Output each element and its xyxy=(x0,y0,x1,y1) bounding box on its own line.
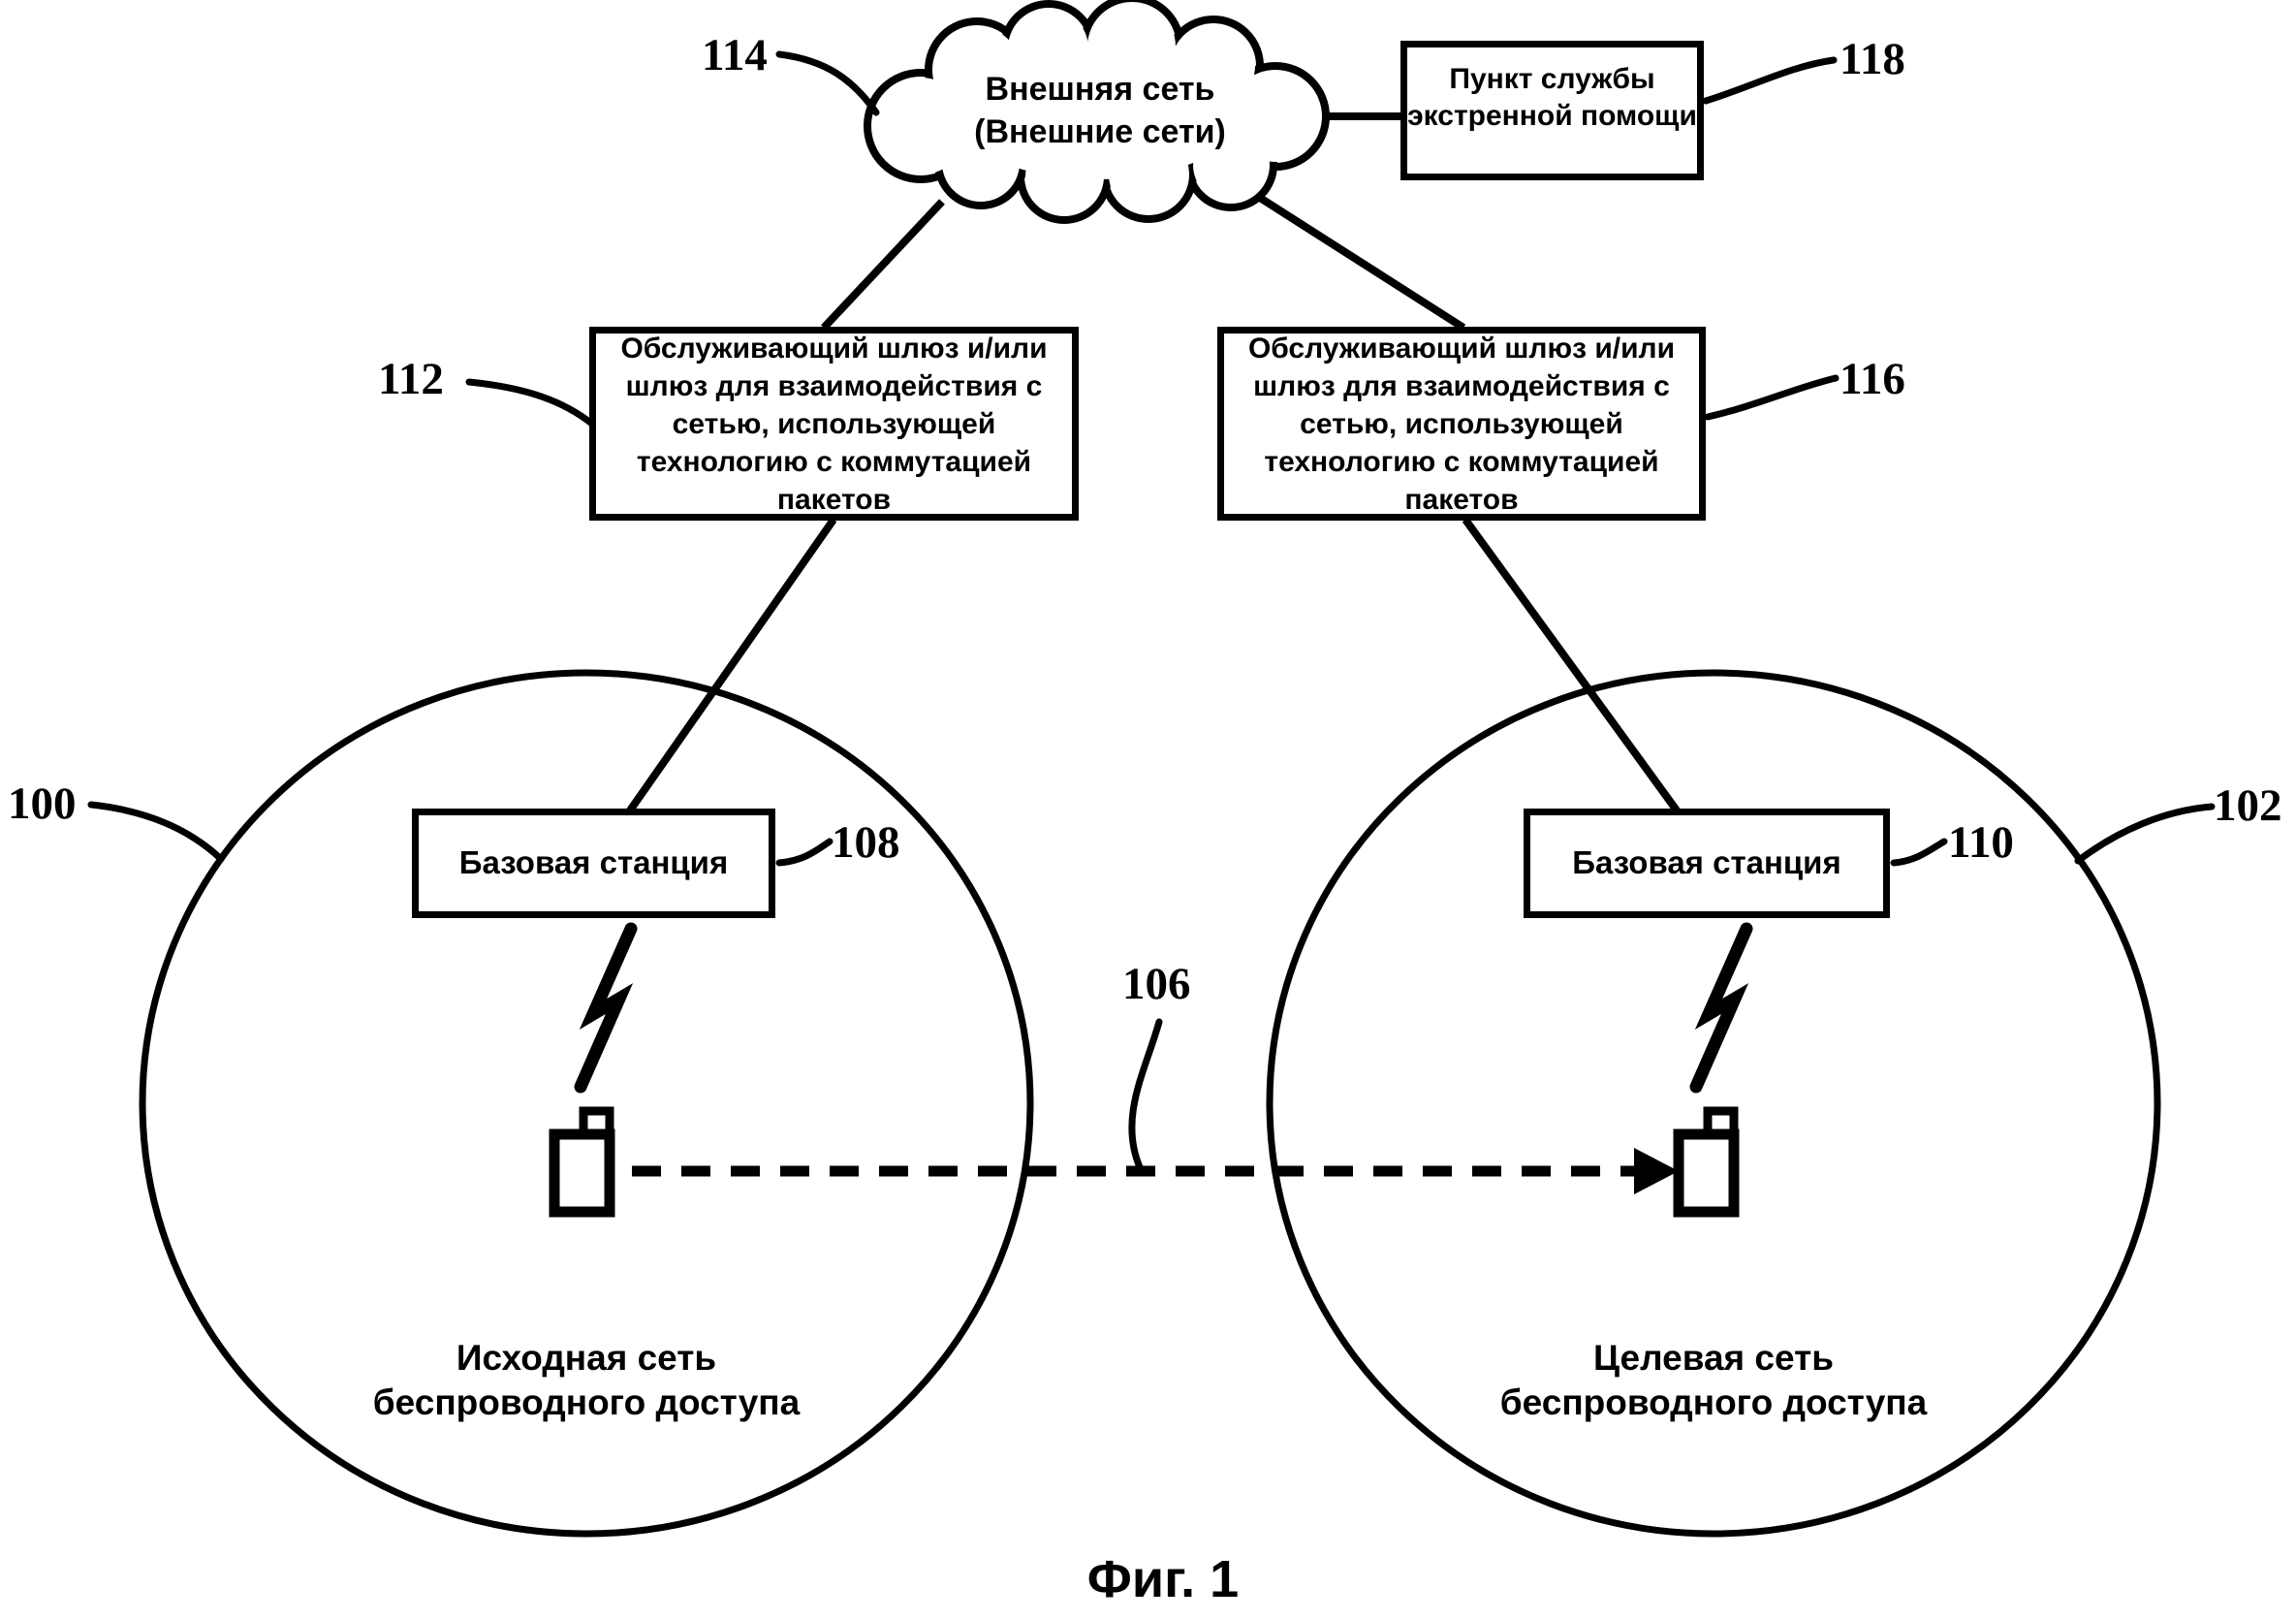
gateway-right-line3: сетью, использующей xyxy=(1300,407,1623,440)
target-network-line2: беспроводного доступа xyxy=(1499,1382,1928,1422)
base-station-label-left: Базовая станция xyxy=(458,844,729,881)
gateway-left-line3: сетью, использующей xyxy=(672,407,996,440)
source-network-label xyxy=(296,1336,877,1425)
figure-caption: Фиг. 1 xyxy=(1086,1550,1240,1608)
leader-116 xyxy=(1708,378,1836,417)
external-network-line2: (Внешние сети) xyxy=(974,113,1226,150)
leader-100 xyxy=(91,805,221,859)
handover-dashed-arrow xyxy=(632,1148,1679,1194)
connector-cloud-gateway-right xyxy=(1260,198,1463,328)
ref-116: 116 xyxy=(1840,354,1905,404)
source-network-line2: беспроводного доступа xyxy=(372,1382,801,1422)
serving-gateway-box-left xyxy=(589,327,1079,521)
gateway-right-line5: пакетов xyxy=(1404,483,1519,516)
lightning-icon-right xyxy=(1696,929,1746,1087)
ref-112: 112 xyxy=(378,354,444,404)
base-station-box-right xyxy=(1524,809,1890,918)
mobile-device-icon-left xyxy=(554,1111,610,1212)
external-network-line1: Внешняя сеть xyxy=(985,71,1215,108)
gateway-left-line1: Обслуживающий шлюз и/или xyxy=(620,332,1048,365)
ref-108: 108 xyxy=(832,817,900,868)
source-network-line1: Исходная сеть xyxy=(456,1338,717,1378)
ref-118: 118 xyxy=(1840,34,1905,84)
ref-110: 110 xyxy=(1948,817,2014,868)
leader-108 xyxy=(779,842,830,863)
base-station-label-right: Базовая станция xyxy=(1572,844,1841,881)
target-network-line1: Целевая сеть xyxy=(1593,1338,1834,1378)
external-network-label xyxy=(906,68,1294,153)
leader-110 xyxy=(1894,842,1944,863)
gateway-right-line1: Обслуживающий шлюз и/или xyxy=(1247,332,1676,365)
leader-114 xyxy=(779,54,876,112)
mobile-device-icon-right xyxy=(1679,1111,1734,1212)
arrowhead-icon xyxy=(1634,1148,1679,1194)
emergency-center-box xyxy=(1400,41,1704,180)
connector-gateway-basestation-right xyxy=(1465,520,1677,810)
ref-102: 102 xyxy=(2214,780,2282,831)
leader-102 xyxy=(2078,807,2212,861)
base-station-box-left xyxy=(412,809,775,918)
gateway-right-line4: технологию с коммутацией xyxy=(1264,445,1659,478)
serving-gateway-box-right xyxy=(1217,327,1706,521)
leader-112 xyxy=(469,382,593,425)
emergency-center-line2: экстренной помощи xyxy=(1407,100,1697,132)
ref-106: 106 xyxy=(1122,959,1191,1009)
connector-gateway-basestation-left xyxy=(630,520,833,810)
leader-118 xyxy=(1706,60,1834,101)
gateway-left-line2: шлюз для взаимодействия с xyxy=(625,369,1043,402)
emergency-center-line1: Пункт службы xyxy=(1449,63,1655,95)
ref-100: 100 xyxy=(8,778,77,829)
ref-114: 114 xyxy=(702,30,768,80)
gateway-left-line4: технологию с коммутацией xyxy=(636,445,1032,478)
connector-cloud-gateway-left xyxy=(824,202,942,328)
gateway-left-line5: пакетов xyxy=(776,483,892,516)
target-network-label xyxy=(1423,1336,2004,1425)
leader-106 xyxy=(1132,1022,1159,1167)
gateway-right-line2: шлюз для взаимодействия с xyxy=(1253,369,1670,402)
lightning-icon-left xyxy=(581,929,631,1087)
